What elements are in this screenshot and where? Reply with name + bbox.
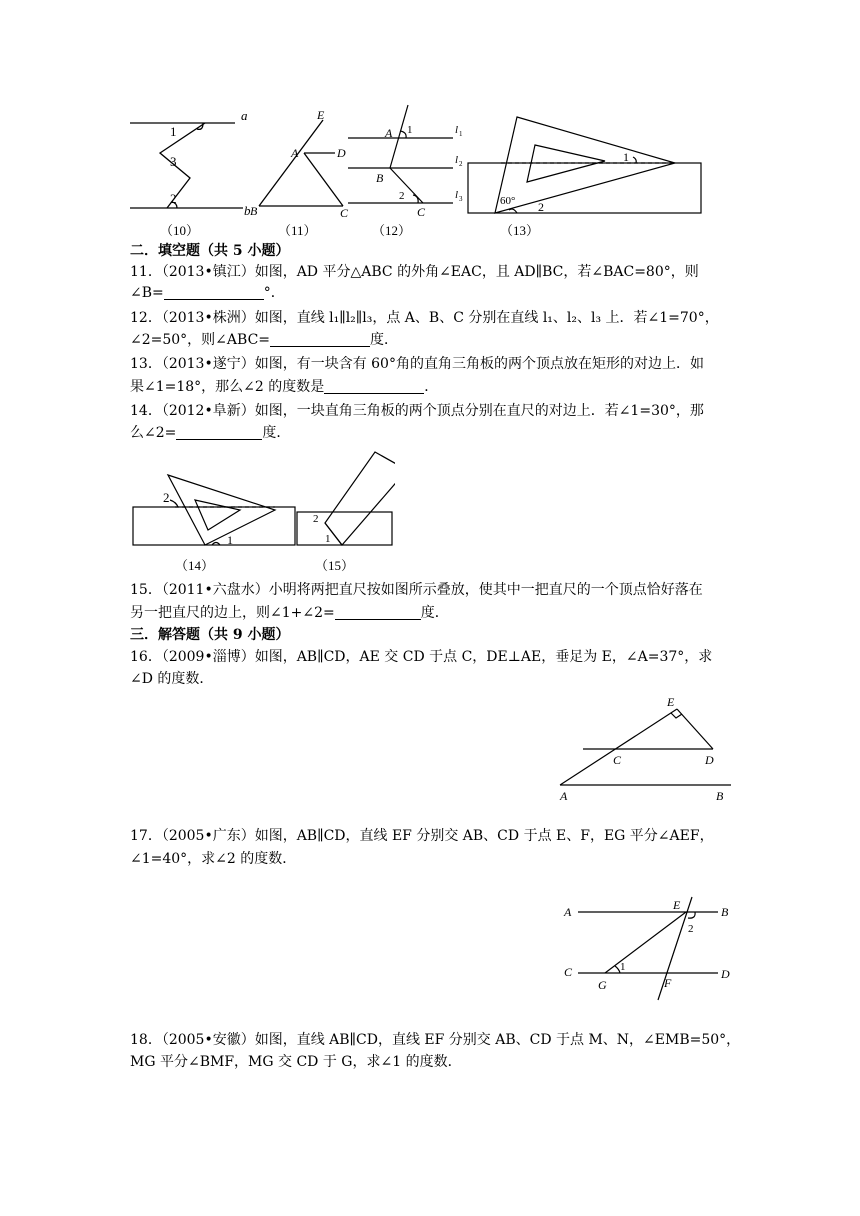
label-2: 2 xyxy=(170,191,177,206)
label-1: 1 xyxy=(170,124,177,139)
q15-text-b: 度． xyxy=(420,605,449,621)
label-l3-sub: 3 xyxy=(459,195,463,203)
caption-12: （12） xyxy=(372,223,412,238)
label-C: C xyxy=(417,205,426,218)
q14-text-a: 么∠2= xyxy=(130,425,177,441)
q13-text-b: ． xyxy=(424,379,439,395)
figure-14 xyxy=(130,470,300,550)
q11-text-b: °． xyxy=(263,285,285,301)
label-l3: l xyxy=(455,189,459,201)
label-2: 2 xyxy=(538,200,544,214)
label-E: E xyxy=(317,108,325,122)
q13-line-2 xyxy=(130,377,750,397)
figure-10-diagram xyxy=(125,105,265,217)
q13-line-1: 13．（2013•遂宁）如图，有一块含有 60°角的直角三角板的两个顶点放在矩形的对边上．如 xyxy=(130,356,704,372)
label-60deg: 60° xyxy=(500,195,516,207)
label-C: C xyxy=(613,753,622,767)
label-B: B xyxy=(250,204,258,217)
section-2-title: 二．填空题（共 5 小题） xyxy=(130,243,290,259)
caption-13: （13） xyxy=(500,223,540,238)
figure-11-diagram xyxy=(245,105,355,217)
q16-line-1: 16．（2009•淄博）如图，AB∥CD，AE 交 CD 于点 C，DE⊥AE，垂足为 E，∠A=37°，求 xyxy=(130,649,713,665)
label-1: 1 xyxy=(227,533,233,547)
label-A: A xyxy=(385,126,393,140)
figure-11 xyxy=(245,105,355,217)
label-G: G xyxy=(598,978,607,992)
figure-13 xyxy=(465,112,705,218)
label-l1-sub: 1 xyxy=(459,130,463,138)
label-B: B xyxy=(376,171,384,185)
label-A: A xyxy=(564,905,572,919)
q17-line-1: 17．（2005•广东）如图，AB∥CD，直线 EF 分别交 AB、CD 于点 E、F，EG 平分∠AEF， xyxy=(130,828,714,844)
q11-answer-blank[interactable] xyxy=(164,285,264,300)
q11-line-1: 11．（2013•镇江）如图，AD 平分△ABC 的外角∠EAC，且 AD∥BC，若∠BAC=80°，则 xyxy=(130,264,699,280)
q12-text-a: ∠2=50°，则∠ABC= xyxy=(130,332,271,348)
label-B: B xyxy=(716,789,724,803)
label-1: 1 xyxy=(407,124,413,136)
section-3-title: 三．解答题（共 9 小题） xyxy=(130,627,290,643)
q16-line-2: ∠D 的度数． xyxy=(130,671,214,687)
label-A: A xyxy=(291,146,299,160)
caption-14: （14） xyxy=(175,558,215,573)
label-D: D xyxy=(337,146,346,160)
q14-text-b: 度． xyxy=(262,425,291,441)
q15-line-1: 15．（2011•六盘水）小明将两把直尺按如图所示叠放，使其中一把直尺的一个顶点恰好落在 xyxy=(130,582,703,598)
q15-line-2 xyxy=(130,603,750,623)
q12-answer-blank[interactable] xyxy=(270,332,370,347)
q14-answer-blank[interactable] xyxy=(176,425,262,440)
figure-10 xyxy=(125,105,265,217)
label-2: 2 xyxy=(313,513,319,525)
figure-12 xyxy=(345,103,475,218)
q11-line-2 xyxy=(130,283,750,303)
q11-text-a: ∠B= xyxy=(130,285,164,301)
label-3: 3 xyxy=(170,154,177,169)
label-1: 1 xyxy=(623,150,629,164)
figure-13-diagram xyxy=(465,112,705,218)
q13-answer-blank[interactable] xyxy=(324,379,424,394)
label-E: E xyxy=(673,898,681,912)
label-1: 1 xyxy=(620,961,626,973)
figure-q17-diagram xyxy=(560,895,740,1005)
label-E: E xyxy=(667,695,675,709)
q12-line-1: 12．（2013•株洲）如图，直线 l₁∥l₂∥l₃，点 A、B、C 分别在直线 l₁、l₂、l₃ 上．若∠1=70°， xyxy=(130,310,719,326)
caption-11: （11） xyxy=(278,223,317,238)
label-D: D xyxy=(721,967,730,981)
label-l2-sub: 2 xyxy=(459,160,463,168)
label-B: B xyxy=(721,905,729,919)
q18-line-2: MG 平分∠BMF，MG 交 CD 于 G，求∠1 的度数． xyxy=(130,1054,462,1070)
figure-q16 xyxy=(555,690,735,805)
figure-q17 xyxy=(560,895,740,1005)
figure-15 xyxy=(295,450,395,548)
label-C: C xyxy=(564,965,573,979)
label-b: b xyxy=(244,203,251,217)
label-l2: l xyxy=(455,154,459,166)
label-2: 2 xyxy=(399,190,405,202)
label-2: 2 xyxy=(688,923,694,935)
label-a: a xyxy=(241,108,248,123)
label-D: D xyxy=(705,753,714,767)
label-l1: l xyxy=(455,124,459,136)
figure-q16-diagram xyxy=(555,690,735,805)
label-F: F xyxy=(664,976,672,990)
label-1: 1 xyxy=(325,533,331,545)
q14-line-1: 14．（2012•阜新）如图，一块直角三角板的两个顶点分别在直尺的对边上．若∠1=30°，那 xyxy=(130,403,704,419)
q15-answer-blank[interactable] xyxy=(335,605,421,620)
q15-text-a: 另一把直尺的边上，则∠1+∠2= xyxy=(130,605,335,621)
q12-line-2 xyxy=(130,330,750,350)
figure-14-diagram xyxy=(130,470,300,550)
figure-15-diagram xyxy=(295,450,395,548)
caption-10: （10） xyxy=(160,223,200,238)
q13-text-a: 果∠1=18°，那么∠2 的度数是 xyxy=(130,379,325,395)
q14-line-2 xyxy=(130,423,750,443)
q17-line-2: ∠1=40°，求∠2 的度数． xyxy=(130,851,297,867)
label-C: C xyxy=(340,206,349,217)
label-A: A xyxy=(560,789,568,803)
label-2: 2 xyxy=(163,490,170,505)
caption-15: （15） xyxy=(315,558,355,573)
q18-line-1: 18．（2005•安徽）如图，直线 AB∥CD，直线 EF 分别交 AB、CD 于点 M、N，∠EMB=50°， xyxy=(130,1032,741,1048)
q12-text-b: 度． xyxy=(370,332,399,348)
figure-12-diagram xyxy=(345,103,475,218)
